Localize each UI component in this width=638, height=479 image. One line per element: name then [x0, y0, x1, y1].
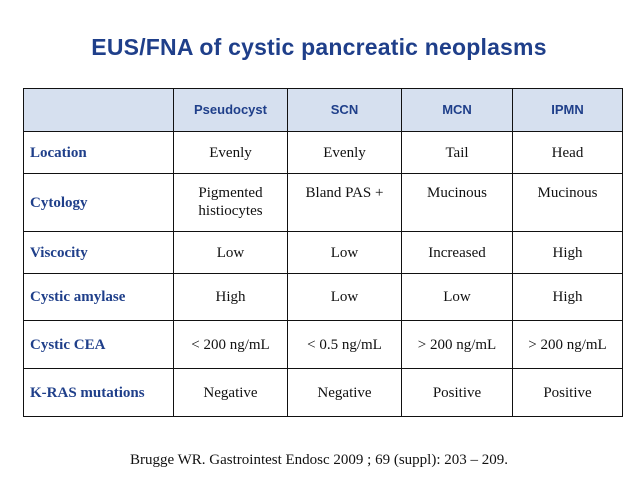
cell-location-ipmn: Head — [513, 132, 623, 174]
cell-location-pseudocyst: Evenly — [174, 132, 288, 174]
cell-cea-scn: < 0.5 ng/mL — [288, 321, 402, 369]
cell-kras-pseudocyst: Negative — [174, 369, 288, 417]
header-row — [24, 89, 623, 132]
header-scn: SCN — [288, 89, 402, 132]
row-label-cystic-amylase: Cystic amylase — [24, 274, 174, 321]
cell-viscocity-scn: Low — [288, 232, 402, 274]
cell-cea-mcn: > 200 ng/mL — [402, 321, 513, 369]
table-body — [24, 132, 623, 417]
table-row-cystic-cea — [24, 321, 623, 369]
cell-cytology-ipmn: Mucinous — [513, 174, 623, 232]
cell-amylase-scn: Low — [288, 274, 402, 321]
row-label-viscocity: Viscocity — [24, 232, 174, 274]
table-row-viscocity — [24, 232, 623, 274]
cell-kras-ipmn: Positive — [513, 369, 623, 417]
table-row-cystic-amylase — [24, 274, 623, 321]
header-mcn: MCN — [402, 89, 513, 132]
cell-viscocity-mcn: Increased — [402, 232, 513, 274]
cell-cytology-pseudocyst: Pigmented histiocytes — [174, 174, 288, 232]
row-label-cystic-cea: Cystic CEA — [24, 321, 174, 369]
table-row-kras-mutations — [24, 369, 623, 417]
comparison-table — [23, 88, 623, 417]
header-corner-cell — [24, 89, 174, 132]
cell-amylase-mcn: Low — [402, 274, 513, 321]
header-pseudocyst: Pseudocyst — [174, 89, 288, 132]
cell-amylase-pseudocyst: High — [174, 274, 288, 321]
cell-cea-pseudocyst: < 200 ng/mL — [174, 321, 288, 369]
cell-kras-mcn: Positive — [402, 369, 513, 417]
cell-cea-ipmn: > 200 ng/mL — [513, 321, 623, 369]
table-row-cytology — [24, 174, 623, 232]
cell-location-mcn: Tail — [402, 132, 513, 174]
cell-location-scn: Evenly — [288, 132, 402, 174]
citation: Brugge WR. Gastrointest Endosc 2009 ; 69 (suppl): 203 – 209. — [129, 452, 509, 468]
row-label-location: Location — [24, 132, 174, 174]
header-ipmn: IPMN — [513, 89, 623, 132]
cell-cytology-mcn: Mucinous — [402, 174, 513, 232]
table-header — [24, 89, 623, 132]
row-label-cytology: Cytology — [24, 174, 174, 232]
cell-cytology-scn: Bland PAS + — [288, 174, 402, 232]
row-label-kras-mutations: K-RAS mutations — [24, 369, 174, 417]
cell-amylase-ipmn: High — [513, 274, 623, 321]
cell-kras-scn: Negative — [288, 369, 402, 417]
slide-title: EUS/FNA of cystic pancreatic neoplasms — [91, 34, 547, 60]
cell-viscocity-pseudocyst: Low — [174, 232, 288, 274]
cell-viscocity-ipmn: High — [513, 232, 623, 274]
table-row-location — [24, 132, 623, 174]
